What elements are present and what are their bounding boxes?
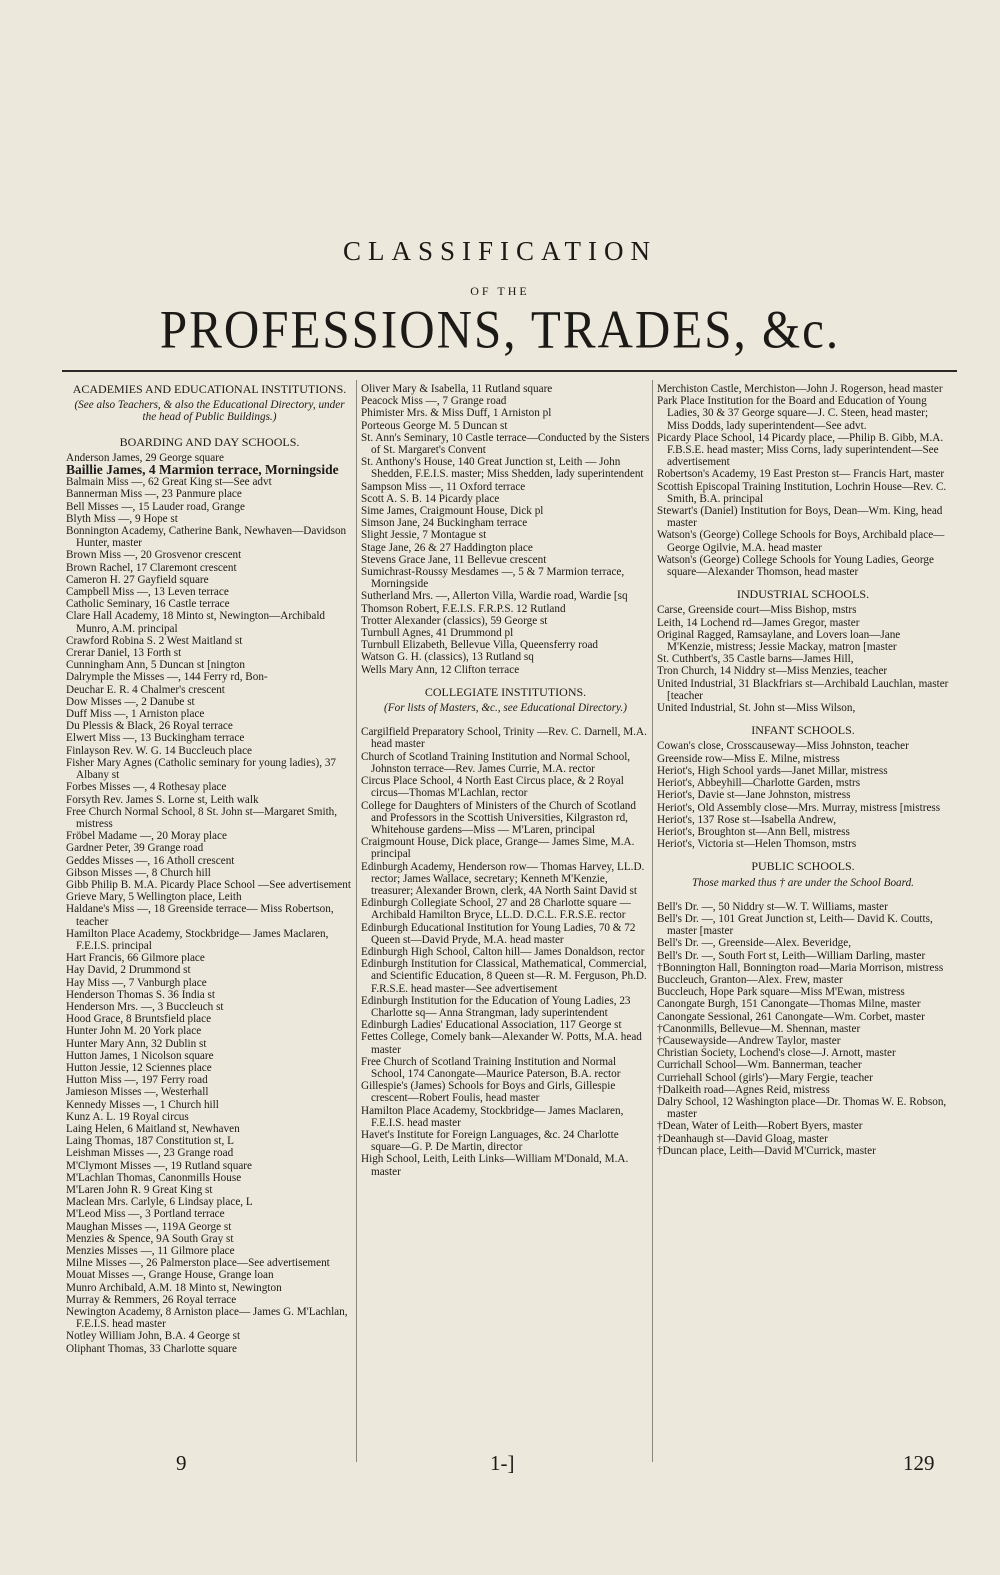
directory-entry: Hood Grace, 8 Bruntsfield place [66, 1013, 212, 1026]
directory-entry: Heriot's, Broughton st—Ann Bell, mistress [657, 825, 850, 838]
directory-entry: Tron Church, 14 Niddry st—Miss Menzies, teacher [657, 665, 888, 678]
directory-entry: Edinburgh Institution for the Education of Young Ladies, 23 Charlotte sq— Anna Strangman, lady superintendent [361, 994, 631, 1019]
directory-entry: †Deanhaugh st—David Gloag, master [657, 1132, 828, 1145]
directory-entry: Turnbull Agnes, 41 Drummond pl [361, 627, 514, 640]
directory-entry: Oliver Mary & Isabella, 11 Rutland square [361, 383, 553, 395]
directory-entry: Edinburgh Collegiate School, 27 and 28 Charlotte square — Archibald Hamilton Bryce, LL.D. D.C.L. F.R.S.E. rector [361, 897, 631, 922]
directory-entry: Slight Jessie, 7 Montague st [361, 529, 487, 542]
directory-entry: Gillespie's (James) Schools for Boys and Girls, Gillespie crescent—Robert Foulis, head master [361, 1080, 616, 1105]
directory-entry: Dalrymple the Misses —, 144 Ferry rd, Bon- [66, 671, 268, 684]
directory-entry: Sime James, Craigmount House, Dick pl [361, 505, 544, 518]
section-note: Those marked thus † are under the School Board. [692, 876, 914, 889]
directory-entry: Circus Place School, 4 North East Circus place, & 2 Royal circus—Thomas M'Lachlan, rector [361, 775, 624, 800]
title-professions-trades: PROFESSIONS, TRADES, &c. [159, 299, 841, 360]
column-3 [657, 383, 949, 1157]
directory-entry: Deuchar E. R. 4 Chalmer's crescent [66, 683, 225, 696]
directory-entry: Stewart's (Daniel) Institution for Boys, Dean—Wm. King, head master [657, 505, 943, 530]
directory-entry: Heriot's, Victoria st—Helen Thomson, mstrs [657, 838, 857, 851]
directory-entry: College for Daughters of Ministers of the Church of Scotland and Professors in the Scottish Universities, Kilgraston rd, Whitehouse gardens—Miss — M'Laren, principal [361, 799, 636, 836]
directory-entry: United Industrial, St. John st—Miss Wilson, [657, 702, 856, 715]
directory-entry: †Duncan place, Leith—David M'Currick, master [657, 1144, 876, 1157]
signature-mark-middle: 1-] [490, 1451, 515, 1475]
directory-entry: Craigmount House, Dick place, Grange— James Sime, M.A. principal [361, 836, 635, 861]
directory-entry: Grieve Mary, 5 Wellington place, Leith [66, 891, 242, 904]
directory-entry: Scottish Episcopal Training Institution, Lochrin House—Rev. C. Smith, B.A. principal [657, 480, 947, 505]
directory-entry: Forbes Misses —, 4 Rothesay place [66, 781, 227, 794]
directory-entry: Sumichrast-Roussy Mesdames —, 5 & 7 Marmion terrace, Morningside [361, 566, 625, 591]
directory-entry: Fettes College, Comely bank—Alexander W. Potts, M.A. head master [361, 1031, 642, 1056]
directory-entry: Robertson's Academy, 19 East Preston st— Francis Hart, master [657, 468, 945, 481]
directory-entry: Haldane's Miss —, 18 Greenside terrace— Miss Robertson, teacher [66, 903, 334, 928]
directory-entry: Geddes Misses —, 16 Atholl crescent [66, 854, 235, 867]
directory-entry: Menzies Misses —, 11 Gilmore place [66, 1245, 235, 1258]
directory-entry: Carse, Greenside court—Miss Bishop, mstrs [657, 604, 857, 617]
directory-entry: Stevens Grace Jane, 11 Bellevue crescent [361, 553, 547, 566]
directory-entry: †Bonnington Hall, Bonnington road—Maria Morrison, mistress [657, 961, 944, 974]
directory-entry: Gardner Peter, 39 Grange road [66, 842, 204, 855]
section-note: (For lists of Masters, &c., see Educational Directory.) [384, 702, 627, 715]
directory-entry: Wells Mary Ann, 12 Clifton terrace [361, 663, 520, 676]
directory-entry: Campbell Miss —, 13 Leven terrace [66, 586, 229, 599]
directory-entry: Cowan's close, Crosscauseway—Miss Johnston, teacher [657, 740, 909, 753]
section-heading: BOARDING AND DAY SCHOOLS. [119, 434, 300, 449]
directory-entry: St. Cuthbert's, 35 Castle barns—James Hill, [657, 653, 854, 666]
section-note: (See also Teachers, & also the Educational Directory, under the head of Public Buildings.) [74, 399, 345, 424]
directory-entry: Simson Jane, 24 Buckingham terrace [361, 517, 528, 530]
directory-entry: †Causewayside—Andrew Taylor, master [657, 1034, 841, 1047]
directory-entry: Brown Miss —, 20 Grosvenor crescent [66, 549, 242, 562]
directory-entry: Merchiston Castle, Merchiston—John J. Rogerson, head master [657, 383, 943, 395]
directory-entry: Maughan Misses —, 119A George st [66, 1220, 232, 1233]
directory-entry: Hutton Jessie, 12 Sciennes place [66, 1061, 212, 1074]
directory-entry: Buccleuch, Granton—Alex. Frew, master [657, 973, 843, 986]
directory-entry: Leith, 14 Lochend rd—James Gregor, master [657, 616, 860, 629]
directory-entry: M'Laren John R. 9 Great King st [66, 1184, 213, 1196]
directory-entry: Gibb Philip B. M.A. Picardy Place School —See advertisement [66, 878, 351, 891]
directory-entry: †Dean, Water of Leith—Robert Byers, master [657, 1120, 863, 1133]
directory-entry: Brown Rachel, 17 Claremont crescent [66, 561, 237, 574]
directory-entry: Cargilfield Preparatory School, Trinity —Rev. C. Darnell, M.A. head master [361, 726, 647, 751]
directory-entry: Church of Scotland Training Institution and Normal School, Johnston terrace—Rev. James Currie, M.A. rector [361, 750, 631, 775]
directory-entry: Hay David, 2 Drummond st [66, 964, 191, 977]
directory-entry: Leishman Misses —, 23 Grange road [66, 1147, 234, 1160]
directory-entry: Menzies & Spence, 9A South Gray st [66, 1232, 234, 1245]
directory-entry: Bell's Dr. —, 101 Great Junction st, Leith— David K. Coutts, master [master [657, 912, 933, 938]
directory-entry: Greenside row—Miss E. Milne, mistress [657, 752, 840, 765]
directory-entry: Heriot's, Davie st—Jane Johnston, mistress [657, 789, 851, 802]
directory-entry: Free Church of Scotland Training Institution and Normal School, 174 Canongate—Maurice Paterson, B.A. rector [361, 1055, 621, 1080]
directory-entry: Canongate Sessional, 261 Canongate—Wm. Corbet, master [657, 1010, 925, 1023]
directory-entry: Porteous George M. 5 Duncan st [361, 419, 508, 432]
directory-entry: Heriot's, 137 Rose st—Isabella Andrew, [657, 813, 837, 826]
directory-entry: Dow Misses —, 2 Danube st [66, 695, 195, 708]
directory-entry: Thomson Robert, F.E.I.S. F.R.P.S. 12 Rutland [361, 602, 566, 615]
directory-entry: Original Ragged, Ramsaylane, and Lovers loan—Jane M'Kenzie, mistress; Jessie Mackay, matron [master [657, 628, 901, 654]
directory-entry: M'Lachlan Thomas, Canonmills House [66, 1171, 242, 1184]
directory-entry: Crerar Daniel, 13 Forth st [66, 647, 182, 660]
directory-entry: Fisher Mary Agnes (Catholic seminary for young ladies), 37 Albany st [66, 756, 337, 782]
directory-entry: Oliphant Thomas, 33 Charlotte square [66, 1342, 237, 1355]
directory-entry: St. Ann's Seminary, 10 Castle terrace—Conducted by the Sisters of St. Margaret's Convent [361, 431, 650, 457]
signature-mark-left: 9 [176, 1451, 187, 1475]
directory-entry: †Dalkeith road—Agnes Reid, mistress [657, 1083, 830, 1096]
directory-entry: Crawford Robina S. 2 West Maitland st [66, 634, 243, 647]
directory-entry: Hutton James, 1 Nicolson square [66, 1049, 214, 1062]
directory-entry: Canongate Burgh, 151 Canongate—Thomas Milne, master [657, 998, 921, 1011]
column-2 [361, 383, 650, 1178]
section-heading: ACADEMIES AND EDUCATIONAL INSTITUTIONS. [72, 382, 347, 396]
section-heading: COLLEGIATE INSTITUTIONS. [424, 684, 587, 699]
directory-entry: Cameron H. 27 Gayfield square [66, 573, 209, 586]
directory-entry: Edinburgh Ladies' Educational Association, 117 George st [361, 1019, 622, 1032]
directory-entry: Heriot's, Abbeyhill—Charlotte Garden, mstrs [657, 777, 861, 790]
directory-entry: Bannerman Miss —, 23 Panmure place [66, 488, 242, 501]
directory-entry: Free Church Normal School, 8 St. John st—Margaret Smith, mistress [66, 805, 338, 830]
directory-entry: Munro Archibald, A.M. 18 Minto st, Newington [66, 1281, 282, 1294]
directory-entry: Havet's Institute for Foreign Languages, &c. 24 Charlotte square—G. P. De Martin, director [361, 1128, 619, 1154]
directory-entry: Turnbull Elizabeth, Bellevue Villa, Queensferry road [361, 639, 599, 652]
directory-entry: M'Clymont Misses —, 19 Rutland square [66, 1159, 252, 1172]
directory-entry: Henderson Thomas S. 36 India st [66, 988, 215, 1001]
directory-entry: Curriehall School (girls')—Mary Fergie, teacher [657, 1071, 873, 1084]
directory-entry: Anderson James, 29 George square [66, 451, 224, 464]
directory-entry: Notley William John, B.A. 4 George st [66, 1330, 241, 1343]
directory-entry: Forsyth Rev. James S. Lorne st, Leith walk [66, 793, 259, 806]
directory-entry: Edinburgh High School, Calton hill— James Donaldson, rector [361, 945, 645, 958]
section-heading: INDUSTRIAL SCHOOLS. [736, 587, 870, 602]
directory-entry: Laing Helen, 6 Maitland st, Newhaven [66, 1122, 240, 1135]
directory-entry: Buccleuch, Hope Park square—Miss M'Ewan, mistress [657, 986, 905, 999]
directory-entry: Blyth Miss —, 9 Hope st [66, 512, 178, 525]
directory-entry: Hunter John M. 20 York place [66, 1025, 202, 1038]
directory-entry-featured: Baillie James, 4 Marmion terrace, Morningside [66, 462, 339, 478]
directory-entry: Catholic Seminary, 16 Castle terrace [66, 598, 230, 611]
column-divider-2 [652, 380, 653, 1462]
page-number: 129 [903, 1451, 935, 1475]
directory-entry: Hamilton Place Academy, Stockbridge— James Maclaren, F.E.I.S. head master [361, 1104, 624, 1129]
directory-entry: Heriot's, Old Assembly close—Mrs. Murray, mistress [mistress [657, 801, 941, 814]
directory-entry: United Industrial, 31 Blackfriars st—Archibald Lauchlan, master [teacher [657, 677, 949, 702]
directory-entry: Bell's Dr. —, South Fort st, Leith—William Darling, master [657, 949, 926, 962]
directory-entry: Dalry School, 12 Washington place—Dr. Thomas W. E. Robson, master [657, 1095, 947, 1121]
directory-entry: Watson G. H. (classics), 13 Rutland sq [361, 651, 534, 664]
directory-entry: Jamieson Misses —, Westerhall [66, 1086, 209, 1099]
directory-entry: Scott A. S. B. 14 Picardy place [361, 492, 500, 505]
directory-entry: Trotter Alexander (classics), 59 George st [361, 614, 548, 627]
directory-entry: Picardy Place School, 14 Picardy place, —Philip B. Gibb, M.A. F.B.S.E. head master; Miss Corns, lady superintendent—See advertisement [657, 431, 944, 469]
directory-entry: Hart Francis, 66 Gilmore place [66, 952, 205, 965]
directory-entry: Edinburgh Educational Institution for Young Ladies, 70 & 72 Queen st—David Pryde, M.A. head master [361, 921, 636, 946]
directory-entry: Kennedy Misses —, 1 Church hill [66, 1098, 219, 1111]
directory-entry: Park Place Institution for the Board and Education of Young Ladies, 30 & 37 George square—J. C. Steen, head master; Miss Dodds, lady superintendent—See advt. [657, 395, 929, 432]
directory-entry: Henderson Mrs. —, 3 Buccleuch st [66, 1000, 224, 1013]
directory-entry: Bell's Dr. —, Greenside—Alex. Beveridge, [657, 937, 852, 950]
section-heading: INFANT SCHOOLS. [751, 723, 855, 738]
directory-entry: Watson's (George) College Schools for Young Ladies, George square—Alexander Thomson, head master [657, 553, 934, 579]
directory-entry: Christian Society, Lochend's close—J. Arnott, master [657, 1047, 896, 1060]
section-heading: PUBLIC SCHOOLS. [751, 859, 855, 874]
directory-entry: Stage Jane, 26 & 27 Haddington place [361, 541, 533, 554]
directory-entry: Bell's Dr. —, 50 Niddry st—W. T. Williams, master [657, 900, 888, 913]
directory-entry: Maclean Mrs. Carlyle, 6 Lindsay place, L [66, 1196, 253, 1209]
header-rule [62, 370, 957, 372]
directory-entry: Hunter Mary Ann, 32 Dublin st [66, 1037, 207, 1050]
directory-entry: Edinburgh Academy, Henderson row— Thomas Harvey, LL.D. rector; James Wallace, secretary; Kenneth M'Kenzie, treasurer; Alexander Brown, clerk, 4A North Saint David st [361, 860, 645, 897]
directory-entry: Newington Academy, 8 Arniston place— James G. M'Lachlan, F.E.I.S. head master [66, 1306, 348, 1331]
directory-entry: Currichall School—Wm. Bannerman, teacher [657, 1059, 862, 1072]
directory-entry: Duff Miss —, 1 Arniston place [66, 708, 205, 721]
title-of-the: OF THE [470, 284, 530, 298]
directory-entry: Milne Misses —, 26 Palmerston place—See advertisement [66, 1257, 330, 1270]
directory-entry: Clare Hall Academy, 18 Minto st, Newington—Archibald Munro, A.M. principal [66, 610, 326, 635]
directory-entry: Sampson Miss —, 11 Oxford terrace [361, 480, 526, 493]
directory-entry: †Canonmills, Bellevue—M. Shennan, master [657, 1022, 861, 1035]
directory-entry: Phimister Mrs. & Miss Duff, 1 Arniston pl [361, 407, 552, 420]
column-divider-1 [356, 380, 357, 1462]
directory-entry: Du Plessis & Black, 26 Royal terrace [66, 720, 233, 733]
directory-entry: Watson's (George) College Schools for Boys, Archibald place—George Ogilvie, M.A. head master [657, 529, 945, 554]
directory-entry: Cunningham Ann, 5 Duncan st [nington [66, 659, 245, 672]
directory-entry: High School, Leith, Leith Links—William M'Donald, M.A. master [361, 1153, 629, 1178]
directory-entry: Bell Misses —, 15 Lauder road, Grange [66, 500, 245, 513]
column-1 [66, 383, 353, 1355]
directory-entry: Edinburgh Institution for Classical, Mathematical, Commercial, and Scientific Education, 8 Queen st—R. M. Ferguson, Ph.D. F.R.S.E. head master—See advertisement [361, 958, 647, 995]
directory-entry: Heriot's, High School yards—Janet Millar, mistress [657, 764, 888, 777]
directory-entry: Laing Thomas, 187 Constitution st, L [66, 1135, 234, 1148]
directory-entry: Fröbel Madame —, 20 Moray place [66, 830, 227, 843]
directory-entry: Gibson Misses —, 8 Church hill [66, 866, 211, 879]
directory-entry: Mouat Misses —, Grange House, Grange loan [66, 1269, 274, 1282]
directory-entry: St. Anthony's House, 140 Great Junction st, Leith — John Shedden, F.E.I.S. master; Miss Shedden, lady superintendent [361, 456, 644, 481]
directory-entry: M'Leod Miss —, 3 Portland terrace [66, 1208, 225, 1221]
directory-entry: Kunz A. L. 19 Royal circus [66, 1110, 189, 1123]
directory-entry: Bonnington Academy, Catherine Bank, Newhaven—Davidson Hunter, master [66, 525, 347, 550]
directory-entry: Sutherland Mrs. —, Allerton Villa, Wardie road, Wardie [sq [361, 590, 628, 603]
directory-entry: Finlayson Rev. W. G. 14 Buccleuch place [66, 744, 253, 757]
directory-entry: Murray & Remmers, 26 Royal terrace [66, 1293, 237, 1306]
directory-entry: Peacock Miss —, 7 Grange road [361, 395, 507, 408]
title-classification: CLASSIFICATION [342, 236, 658, 266]
directory-entry: Balmain Miss —, 62 Great King st—See advt [66, 476, 272, 489]
directory-entry: Elwert Miss —, 13 Buckingham terrace [66, 732, 245, 745]
directory-entry: Hamilton Place Academy, Stockbridge— James Maclaren, F.E.I.S. principal [66, 927, 329, 952]
directory-entry: Hutton Miss —, 197 Ferry road [66, 1074, 208, 1087]
directory-entry: Hay Miss —, 7 Vanburgh place [66, 976, 207, 989]
